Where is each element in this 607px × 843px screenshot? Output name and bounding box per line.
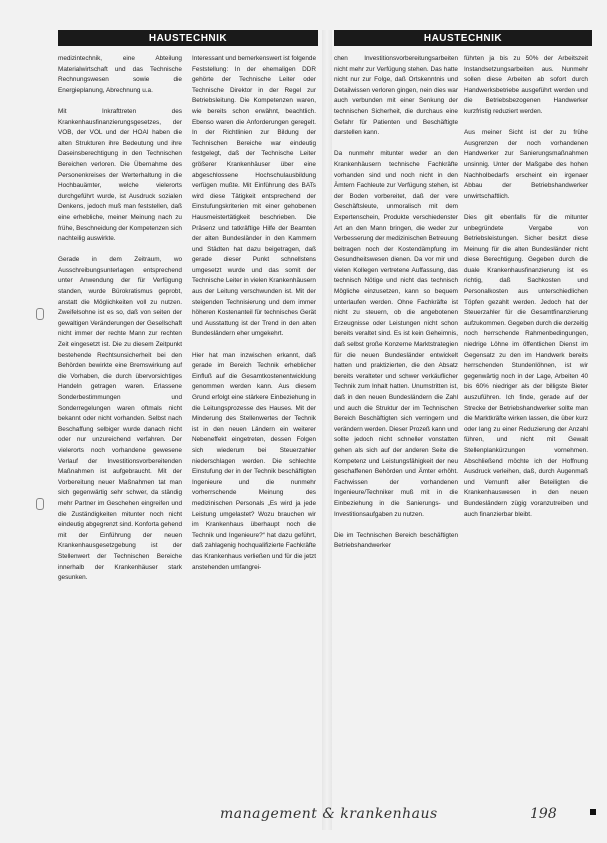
paragraph: Mit Inkrafttreten des Krankenhausfinanzierungsgesetzes, der VOB, der VOL und der HOAI haben die alten Strukturen ihre Bedeutung und ihre Daseinsberechtigung in den Technischen Bereichen verloren. Die Übernahme des Personenkreises der Werterhaltung in die Hochbauämter, welche vielerorts durchgeführt wurde, ist Ausdruck sozialen Denkens, jedoch muß man feststellen, daß eine erhebliche, meiner Meinung nach zu frühe, Beschneidung der Kompetenzen sich nachteilig auswirkte. [58,107,182,243]
text-column-2 [192,54,316,584]
text-column-4 [464,54,588,531]
two-page-spread [0,30,607,830]
paragraph: Gerade in dem Zeitraum, wo Ausschreibungsunterlagen entsprechend unter Anwendung der für Verfügung standen, wurde Bürokratismus geprobt, anstatt die Möglichkeiten voll zu nutzen. Zweifelsohne ist es so, daß von seiten der gewaltigen Veränderungen der Gesellschaft nicht immer der rechte Mann zur rechten Zeit eingesetzt ist. Die zu diesem Zeitpunkt bestehende Rechtsunsicherheit bei den Behörden bewirkte eine Bremswirkung auf die Vorhaben, die durch übervorsichtiges Handeln getragen waren. Erlassene Sonderbestimmungen und Sonderregelungen waren oftmals nicht bekannt oder nicht vorhanden. Selbst nach Beschaffung selbiger wurde danach nicht oder nur unzureichend verfahren. Der vielerorts noch vorhandene gewesene Verlauf der Investitionsvorbereitenden Maßnahmen ist aufgebraucht. Mit der Vorbereitung neuer Maßnahmen tat man sich gegenwärtig sehr schwer, da ständig mehr Partner im Geschehen eingreifen und die Zuständigkeiten mitunter noch nicht eindeutig abgegrenzt sind. Konforta gehend mit der Einführung der neuen Krankenhausgesetzgebung ist der Stellenwert der Technischen Bereiche innerhalb der Krankenhäuser stark gesunken. [58,256,183,582]
paragraph: Die im Technischen Bereich beschäftigten Betriebshandwerker [334,531,458,550]
paragraph: Interessant und bemerkenswert ist folgende Feststellung: In der ehemaligen DDR gehörte der Technische Leiter oder Technische Direktor in der Regel zur Betriebsleitung. Die Kompetenzen waren, wie bereits schon erwähnt, beachtlich. Ebenso waren die Anforderungen geregelt. In der Richtlinien zur Bildung der Technischen Bereiche war eindeutig festgelegt, daß der Technische Leiter größerer Krankenhäuser über eine abgeschlossene Hochschulausbildung verfügen mußte. Mit Einführung des BATs wird diese Tätigkeit entsprechend der Einstufungskriterien mit einer gehobenen Hausmeistertätigkeit beschrieben. Die Präsenz und tatkräftige Hilfe der Beamten der alten Bundesländer in den Kammern und Städten hat dazu beigetragen, daß gerade dieser Punkt schnellstens umgesetzt wurde und das somit der Technische Leiter in vielen Krankenhäusern aus der Leitung verschwunden ist. Mit der steigenden Technisierung und dem immer höheren Kostenanteil für technisches Gerät und Ausstattung ist der Trend in den alten Bundesländern eher umgekehrt. [192,55,316,338]
right-page [334,30,599,830]
paragraph: Hier hat man inzwischen erkannt, daß gerade im Bereich Technik erheblicher Einfluß auf die Gesamtkostenentwicklung genommen werden kann. Aus diesem Grund erfolgt eine stärkere Einbeziehung in die Leitungsprozesse des Hauses. Mit der Minderung des Stellenwertes der Technik ist in den neuen Ländern ein weiterer Nebeneffekt eingetreten, dessen Folgen sich wiederum bei Steuerzahler niederschlagen werden. Die schlechte Einstufung der in der Technik beschäftigten Ingenieure und die nunmehr vorherrschende Meinung des medizinischen Personals „Es wird ja jede Leistung umgelastet? Wozu brauchen wir im Krankenhaus überhaupt noch die Technik und Ingenieure?“ hat dazu geführt, daß zahlagenig hochqualifizierte Fachkräfte das Krankenhaus verließen und für die jetzt anstehenden umfangrei- [192,351,316,571]
section-header-left: HAUSTECHNIK [58,30,318,46]
text-column-3 [334,54,458,563]
left-page [56,30,321,830]
paragraph: medizintechnik, eine Abteilung Materialwirtschaft und das Technische Rechnungswesen sowie die Energieplanung, Abrechnung u.a. [58,55,182,94]
end-of-article-mark [590,809,596,815]
paragraph: führten ja bis zu 50% der Arbeitszeit Instandsetzungsarbeiten aus. Nunmehr sollen diese Arbeiten ab sofort durch Handwerksbetriebe ausgeführt werden und die Betriebsbezogenen Handwerker kurzfristig reduziert werden. [464,55,588,115]
page-gutter [322,30,332,830]
text-column-1 [58,54,182,594]
punch-hole-mark [36,308,44,320]
section-header-right: HAUSTECHNIK [334,30,592,46]
paragraph: Dies gilt ebenfalls für die mitunter unbegründete Vergabe von Betriebsleistungen. Sicher besitzt diese Meinung für die alten Bundesländer nicht diese Berechtigung. Gegeben durch die duale Krankenhausfinanzierung ist es richtig, daß Sachkosten und Personalkosten aus unterschiedlichen Töpfen gezahlt werden. Jedoch hat der Steuerzahler für die Gesamtfinanzierung aufzukommen. Gegeben durch die derzeitig noch herrschende Rahmenbedingungen, niedrige Löhne im öffentlichen Dienst im Gegensatz zu den im Handwerk bereits herrschenden Stundenlöhnen, ist wir gegenwärtig noch in der Lage, Arbeiten 40 bis 60% niedriger als der billigste Bieter auszuführen. Ich finde, gerade auf der Strecke der Betriebshandwerker sollte man die Marktkräfte wirken lassen, die über kurz oder lang zu einer Reduzierung der Anzahl führen, und nicht mit Gewalt Stellenplankürzungen vornehmen. Abschließend möchte ich der Hoffnung Ausdruck verleihen, daß, durch Augenmaß und Vernunft aller Beteiligten die Krankenhauswesen in den neuen Bundesländern zügig voranzutreiben und auch finanzierbar bleibt. [464,213,588,518]
punch-hole-mark [36,498,44,510]
page-number: 198 [530,806,557,822]
paragraph: Aus meiner Sicht ist der zu frühe Ausgrenzen der noch vorhandenen Handwerker zur Sanierungsmaßnahmen unsinnig. Unter der Maßgabe des hohen Nachholbedarfs erscheint ein irgenaer Abbau der Betriebshandwerker unwirtschaftlich. [464,129,588,200]
handwritten-note: management & krankenhaus [220,806,438,822]
paragraph: chen Investitionsvorbereitungsarbeiten nicht mehr zur Verfügung stehen. Das hatte nicht nur zur Folge, daß Ortskenntnis und Detailwissen verloren gingen, nein dies war auch verbunden mit einer Senkung der technischen Sicherheit, die durchaus eine Gefahr für Patienten und Beschäftigte darstellen kann. [334,55,458,137]
paragraph: Da nunmehr mitunter weder an den Krankenhäusern technische Fachkräfte vorhanden sind und noch nicht in den Ämtern Fachleute zur Verfügung stehen, ist der Boden vorbereitet, daß der vere Geschäftsleute, unmoralisch mit dem Expertenschein, Produkte verschiedenster Art an den Mann bringen, die weder zur Verbesserung der medizinischen Betreuung beitragen noch der Kostendämpfung im Gesundheitswesen dienen. Da vor mir und vielen Kollegen vertretene Auffassung, das technisch Nötige und nicht das technisch Mögliche einzusetzen, kann so bequem unterlaufen werden. Ohne Fachkräfte ist nicht zu steuern, ob die angebotenen Erzeugnisse oder Leistungen nicht schon bereits veraltet sind. Es ist kein Geheimnis, daß selbst große Konzerne Marktstrategien für die neuen Bundesländer entwickelt hatten und praktizierten, die den Absatz bereits veralteter und schwer verkäuflicher Technik zum Inhalt hatten. Unumstritten ist, daß in den neuen Bundesländern die Zahl und auch die Struktur der im Technischen Bereich Beschäftigten sich verringern und verändern werden. Dieser Prozeß kann und sollte jedoch nicht schneller vonstatten gehen als sich auf der anderen Seite die Kompetenz und Leistungsfähigkeit der neu geschaffenen Behörden und Ämter erhöht. Fachwissen der vorhandenen Ingenieure/Techniker muß mit in die Einbeziehung in die Sanierungs- und Investitionsaufgaben zu nutzen. [334,150,458,518]
